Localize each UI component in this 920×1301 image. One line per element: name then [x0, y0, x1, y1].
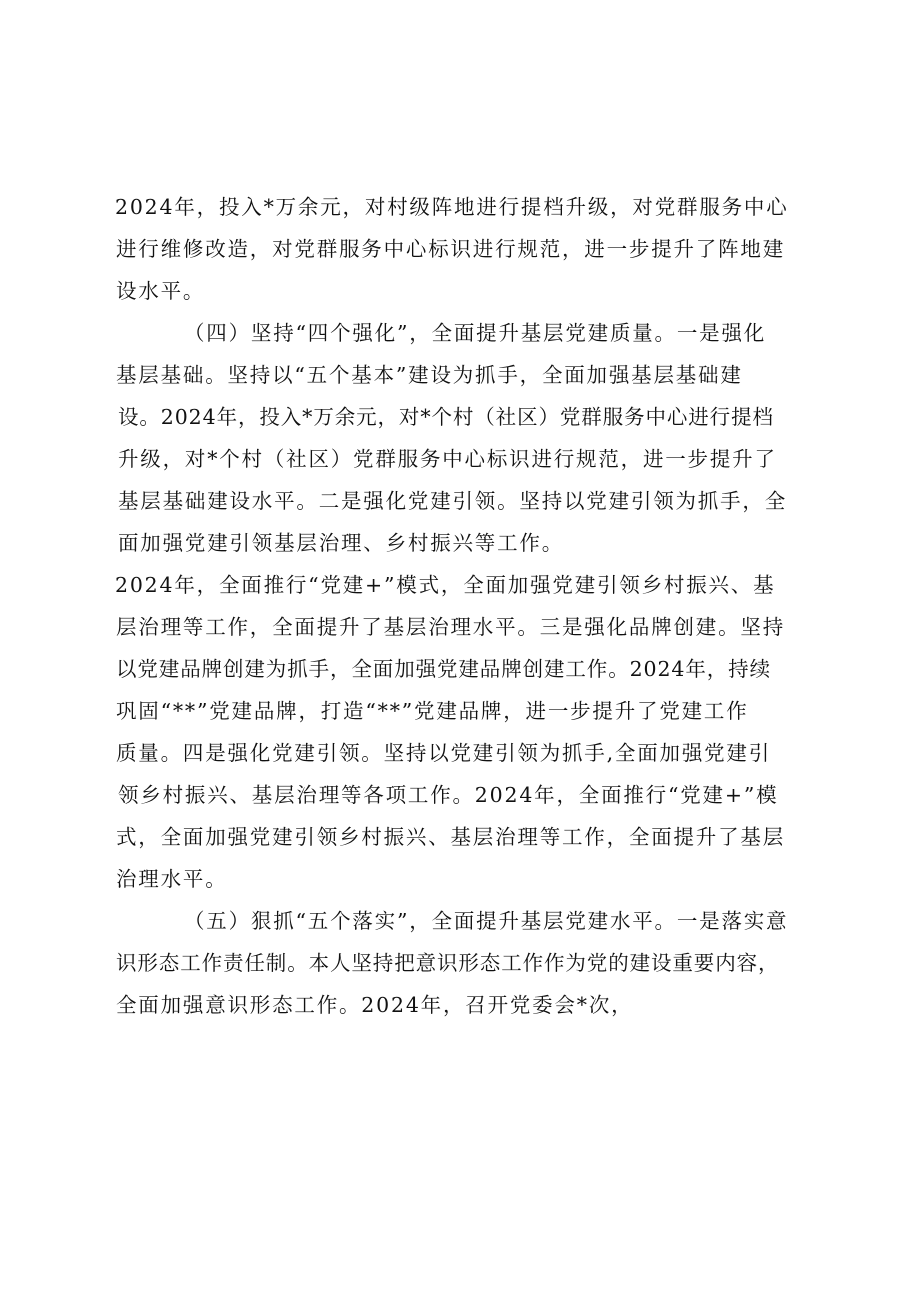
section-heading-line: （四）坚持“四个强化”，全面提升基层党建质量。一是强化: [184, 321, 767, 345]
text-line: 面加强党建引领基层治理、乡村振兴等工作。: [118, 531, 564, 555]
text-line: 质量。四是强化党建引领。坚持以党建引领为抓手,全面加强党建引: [116, 741, 772, 765]
text-line: 基层基础建设水平。二是强化党建引领。坚持以党建引领为抓手，全: [118, 489, 787, 513]
text-line: 基层基础。坚持以“五个基本”建设为抓手，全面加强基层基础建: [116, 363, 743, 387]
text-line: 式，全面加强党建引领乡村振兴、基层治理等工作，全面提升了基层: [116, 825, 785, 849]
document-body: [116, 186, 826, 1026]
text-line: 全面加强意识形态工作。2024年，召开党委会*次，: [116, 993, 634, 1017]
text-line: 升级，对*个村（社区）党群服务中心标识进行规范，进一步提升了: [118, 447, 777, 471]
text-line: 2024年，投入*万余元，对村级阵地进行提档升级，对党群服务中心: [115, 195, 789, 219]
text-line: 以党建品牌创建为抓手，全面加强党建品牌创建工作。2024年，持续: [116, 657, 771, 681]
text-line: 领乡村振兴、基层治理等各项工作。2024年，全面推行“党建+”模: [118, 783, 779, 807]
text-line: 治理水平。: [116, 867, 228, 891]
text-line: 巩固“**”党建品牌，打造“**”党建品牌，进一步提升了党建工作: [116, 699, 749, 723]
text-line: 层治理等工作，全面提升了基层治理水平。三是强化品牌创建。坚持: [116, 615, 785, 639]
text-line: 设。2024年，投入*万余元，对*个村（社区）党群服务中心进行提档: [118, 405, 774, 429]
text-line: 2024年，全面推行“党建+”模式，全面加强党建引领乡村振兴、基: [115, 573, 776, 597]
section-heading-line: （五）狠抓“五个落实”，全面提升基层党建水平。一是落实意: [184, 909, 789, 933]
text-line: 设水平。: [116, 279, 206, 303]
text-line: 进行维修改造，对党群服务中心标识进行规范，进一步提升了阵地建: [116, 237, 785, 261]
text-line: 识形态工作责任制。本人坚持把意识形态工作作为党的建设重要内容，: [116, 951, 780, 975]
